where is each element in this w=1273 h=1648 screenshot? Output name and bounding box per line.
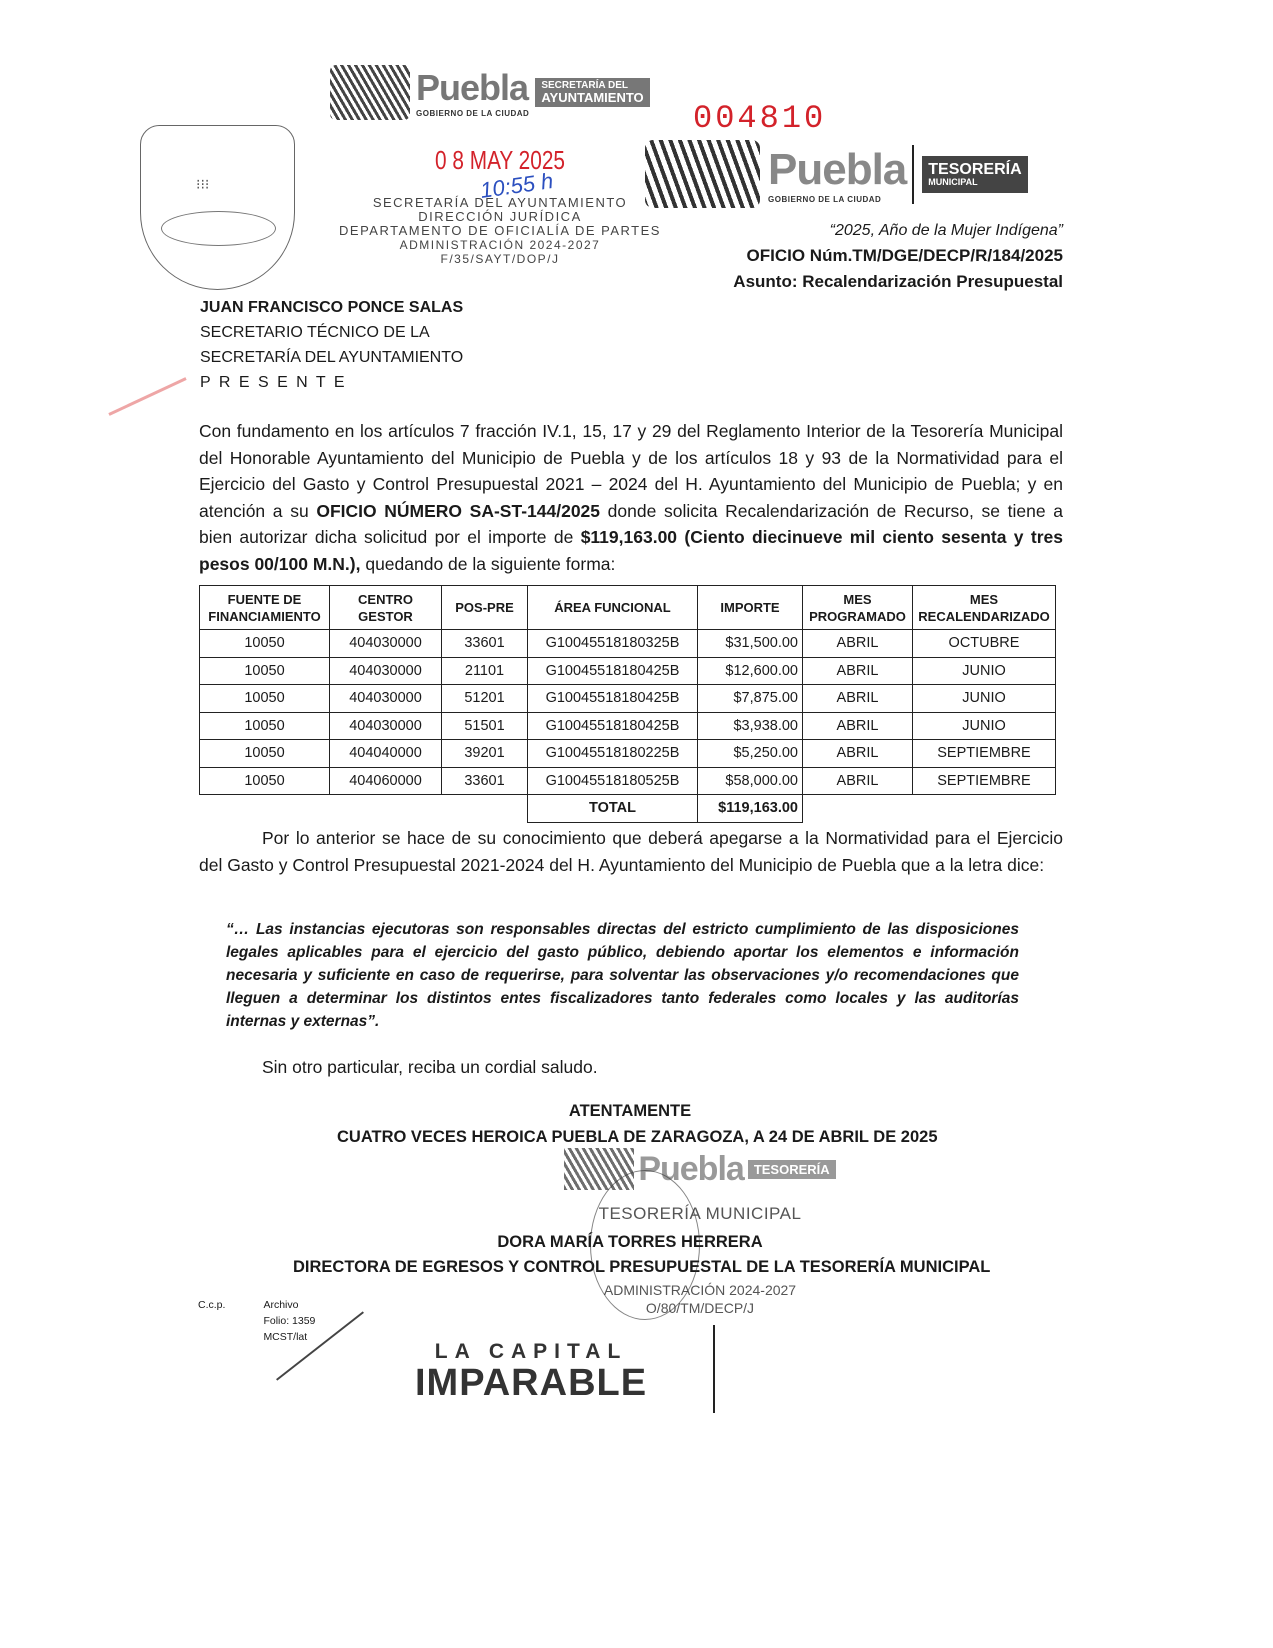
table-cell: ABRIL	[803, 740, 913, 768]
table-cell: G10045518180425B	[528, 712, 698, 740]
ccp-block: C.c.p. Archivo Folio: 1359 MCST/lat	[198, 1299, 316, 1343]
table-cell: 51201	[442, 685, 528, 713]
table-cell: 404030000	[330, 712, 442, 740]
red-pencil-mark	[108, 377, 186, 416]
table-cell: 10050	[200, 630, 330, 658]
municipal-shield-logo: ⁝⁝⁝	[140, 125, 295, 290]
signature-scribble	[590, 1170, 700, 1320]
table-cell: ABRIL	[803, 685, 913, 713]
table-cell: 10050	[200, 657, 330, 685]
table-cell: 33601	[442, 630, 528, 658]
recipient-block: JUAN FRANCISCO PONCE SALAS SECRETARIO TÉCNICO DE LA SECRETARÍA DEL AYUNTAMIENTO P R E S E N T E	[200, 299, 464, 391]
table-total-row: TOTAL $119,163.00	[200, 795, 1056, 823]
atentamente: ATENTAMENTE	[568, 1102, 692, 1120]
table-cell: 39201	[442, 740, 528, 768]
table-cell: ABRIL	[803, 767, 913, 795]
table-cell: ABRIL	[803, 657, 913, 685]
closing-greeting: Sin otro particular, reciba un cordial saludo.	[262, 1057, 598, 1077]
table-cell: SEPTIEMBRE	[913, 767, 1056, 795]
table-cell: G10045518180525B	[528, 767, 698, 795]
table-cell: $7,875.00	[698, 685, 803, 713]
table-cell: $58,000.00	[698, 767, 803, 795]
footer-slogan-logo: LA CAPITAL IMPARABLE	[415, 1340, 648, 1404]
recalendarization-table	[199, 585, 1056, 823]
paragraph-authorization: Con fundamento en los artículos 7 fracción IV.1, 15, 17 y 29 del Reglamento Interior de la Tesorería Municipal del Honorable Ayuntamiento del Municipio de Puebla y de los artículos 18 y 93 de la Normatividad para el Ejercicio del Gasto y Control Presupuestal 2021 – 2024 del H. Ayuntamiento del Municipio de Puebla; y en atención a su OFICIO NÚMERO SA-ST-144/2025 donde solicita Recalendarización de Recurso, se tiene a bien autorizar dicha solicitud por el importe de $119,163.00 (Ciento diecinueve mil ciento sesenta y tres pesos 00/100 M.N.), quedando de la siguiente forma:	[199, 421, 1063, 574]
table-row	[200, 712, 1056, 740]
table-cell: 404060000	[330, 767, 442, 795]
tesoreria-seal-stamp: Puebla TESORERÍA TESORERÍA MUNICIPAL ADMINISTRACIÓN 2024-2027 O/80/TM/DECP/J	[540, 1148, 860, 1316]
puebla-emblem-icon	[645, 140, 760, 208]
table-row	[200, 740, 1056, 768]
table-cell: G10045518180425B	[528, 685, 698, 713]
table-cell: ABRIL	[803, 712, 913, 740]
table-cell: 21101	[442, 657, 528, 685]
table-cell: 51501	[442, 712, 528, 740]
puebla-emblem-icon	[330, 65, 410, 120]
table-cell: $3,938.00	[698, 712, 803, 740]
asunto: Asunto: Recalendarización Presupuestal	[733, 272, 1063, 291]
table-cell: $31,500.00	[698, 630, 803, 658]
received-stamp: 0 8 MAY 2025 10:55 h SECRETARÍA DEL AYUNTAMIENTO DIRECCIÓN JURÍDICA DEPARTAMENTO DE OFICIALÍA DE PARTES ADMINISTRACIÓN 2024-2027 F/35/SAYT/DOP/J	[339, 145, 661, 266]
table-cell: G10045518180425B	[528, 657, 698, 685]
table-cell: G10045518180325B	[528, 630, 698, 658]
table-cell: G10045518180225B	[528, 740, 698, 768]
table-cell: OCTUBRE	[913, 630, 1056, 658]
paragraph-normativity: Por lo anterior se hace de su conocimiento que deberá apegarse a la Normatividad para el Ejercicio del Gasto y Control Presupuestal 2021-2024 del H. Ayuntamiento del Municipio de Puebla que a la letra dice:	[199, 828, 1063, 875]
table-cell: ABRIL	[803, 630, 913, 658]
table-cell: 10050	[200, 767, 330, 795]
oficio-number: OFICIO Núm.TM/DGE/DECP/R/184/2025	[746, 246, 1063, 265]
signatory-title: DIRECTORA DE EGRESOS Y CONTROL PRESUPUESTAL DE LA TESORERÍA MUNICIPAL	[293, 1258, 991, 1276]
table-row	[200, 630, 1056, 658]
puebla-tesoreria-logo: Puebla GOBIERNO DE LA CIUDAD TESORERÍA MUNICIPAL	[645, 140, 1028, 208]
table-cell: $5,250.00	[698, 740, 803, 768]
signatory-name: DORA MARÍA TORRES HERRERA	[497, 1233, 763, 1251]
table-row	[200, 685, 1056, 713]
puebla-ayuntamiento-logo: Puebla GOBIERNO DE LA CIUDAD SECRETARÍA DEL AYUNTAMIENTO	[330, 65, 650, 120]
table-cell: JUNIO	[913, 657, 1056, 685]
table-cell: 404030000	[330, 630, 442, 658]
table-cell: 10050	[200, 712, 330, 740]
table-cell: $12,600.00	[698, 657, 803, 685]
table-cell: SEPTIEMBRE	[913, 740, 1056, 768]
table-header-row: FUENTE DE FINANCIAMIENTO CENTRO GESTOR POS-PRE ÁREA FUNCIONAL IMPORTE MES PROGRAMADO MES RECALENDARIZADO	[200, 586, 1056, 630]
table-cell: JUNIO	[913, 685, 1056, 713]
table-cell: 404030000	[330, 685, 442, 713]
table-cell: 10050	[200, 685, 330, 713]
table-cell: 10050	[200, 740, 330, 768]
folio-number: 004810	[693, 100, 827, 137]
table-cell: JUNIO	[913, 712, 1056, 740]
table-cell: 404040000	[330, 740, 442, 768]
table-row	[200, 657, 1056, 685]
table-row	[200, 767, 1056, 795]
footer-divider	[713, 1325, 715, 1413]
quoted-regulation: “… Las instancias ejecutoras son responsables directas del estricto cumplimiento de las disposiciones legales aplicables para el ejercicio del gasto público, debiendo aportar los elementos e información necesaria y suficiente en caso de requerirse, para solventar las observaciones y/o recomendaciones que lleguen a determinar los distintos entes fiscalizadores tanto federales como locales y las auditorías internas y externas”.	[226, 921, 1019, 1030]
table-cell: 404030000	[330, 657, 442, 685]
year-motto: “2025, Año de la Mujer Indígena”	[829, 222, 1063, 239]
table-cell: 33601	[442, 767, 528, 795]
place-date: CUATRO VECES HEROICA PUEBLA DE ZARAGOZA, A 24 DE ABRIL DE 2025	[337, 1128, 938, 1146]
